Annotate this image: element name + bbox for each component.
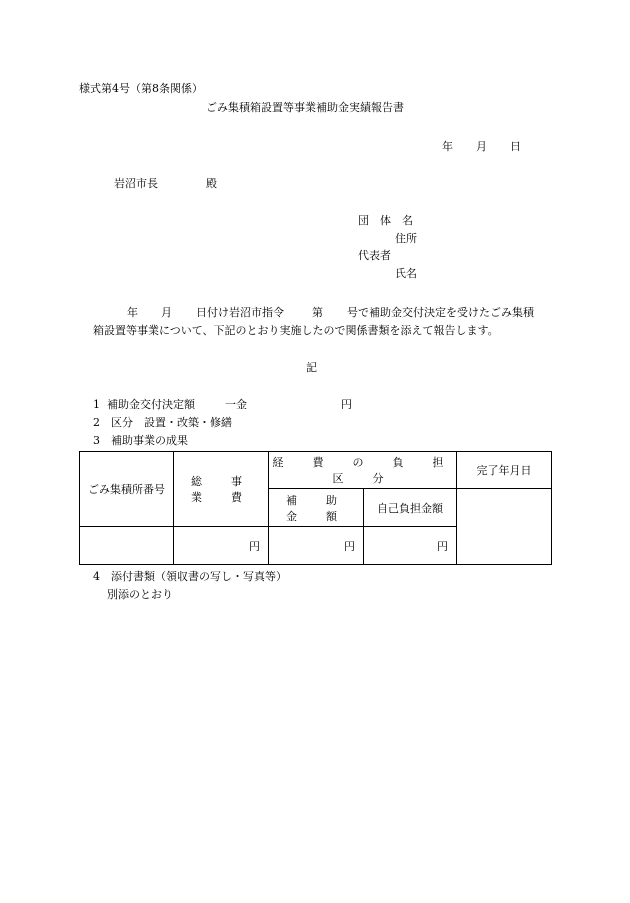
item2-category: 2 区分 設置・改築・修繕 [93, 416, 232, 429]
subsidy-amount-cell[interactable]: 円 [269, 527, 364, 565]
header-total-cost: 総 事 業 費 [174, 452, 269, 527]
header-self-amount: 自己負担金額 [364, 489, 457, 527]
header-completion-date: 完了年月日 [457, 452, 552, 489]
header-site-number: ごみ集積所番号 [80, 452, 174, 527]
header-cost-breakdown: 経 費 の 負 担 区 分 [269, 452, 457, 489]
body-text-a: 日付け岩沼市指令 [196, 306, 284, 319]
site-number-cell[interactable] [80, 527, 174, 565]
item4-note: 別添のとおり [107, 588, 173, 601]
item1-amount-prefix: 一金 [225, 398, 247, 411]
ki-heading: 記 [306, 361, 317, 374]
item1-label: 補助金交付決定額 [107, 398, 195, 411]
self-amount-cell[interactable]: 円 [364, 527, 457, 565]
item1-yen: 円 [341, 398, 352, 411]
address-label: 住所 [395, 232, 417, 245]
date-year-label: 年 [442, 140, 453, 153]
item3-results: 3 補助事業の成果 [93, 434, 188, 447]
completion-date-cell[interactable] [457, 489, 552, 565]
form-number: 様式第4号（第8条関係） [79, 82, 203, 95]
item4-attachments: 4 添付書類（領収書の写し・写真等） [93, 570, 287, 583]
header-subsidy-amount: 補 助 金 額 [269, 489, 364, 527]
body-line2: 箱設置等事業について、下記のとおり実施したので関係書類を添えて報告します。 [93, 324, 499, 337]
name-label: 氏名 [395, 267, 417, 280]
representative-label: 代表者 [358, 249, 391, 262]
date-month-label: 月 [476, 140, 487, 153]
results-table [79, 451, 552, 565]
body-number-prefix: 第 [312, 306, 323, 319]
honorific: 殿 [206, 177, 217, 190]
org-name-label: 団 体 名 [358, 214, 413, 227]
date-day-label: 日 [510, 140, 521, 153]
body-month: 月 [161, 306, 172, 319]
item1-number: 1 [93, 398, 100, 411]
body-text-b: 号で補助金交付決定を受けたごみ集積 [347, 306, 534, 319]
total-cost-cell[interactable]: 円 [174, 527, 269, 565]
document-title: ごみ集積箱設置等事業補助金実績報告書 [206, 101, 404, 114]
addressee: 岩沼市長 [114, 177, 158, 190]
body-year: 年 [127, 306, 138, 319]
